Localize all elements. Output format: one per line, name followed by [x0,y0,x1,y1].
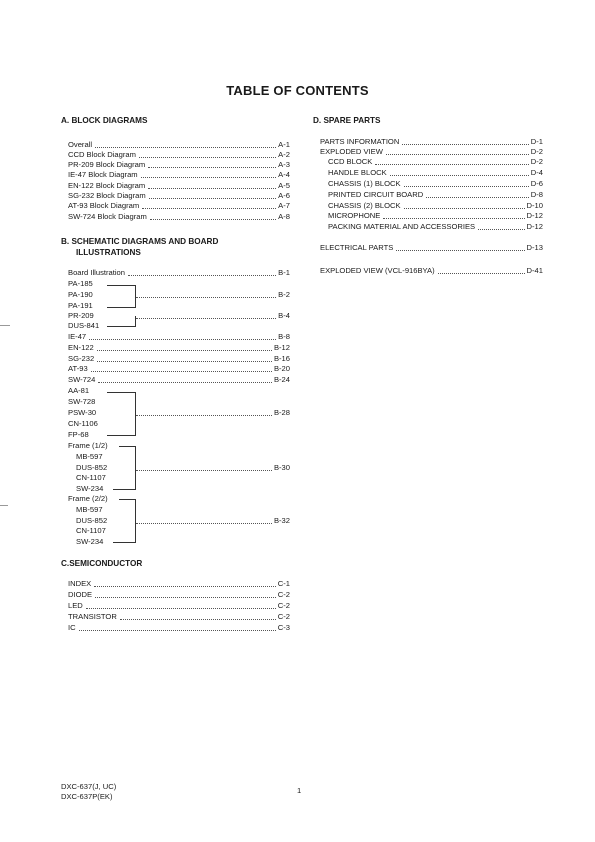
leader-dots [91,371,272,372]
toc-entry[interactable] [68,590,290,600]
leader-dots [149,198,277,199]
toc-entry-page: B-12 [273,343,290,352]
toc-entry[interactable] [68,601,290,611]
toc-entry-page: D-10 [526,201,543,210]
page-title: TABLE OF CONTENTS [226,83,369,98]
toc-entry-page: A-6 [278,191,290,200]
toc-entry[interactable] [68,160,290,170]
toc-entry-label: EN-122 [68,343,94,352]
toc-entry-page: D-13 [526,243,543,252]
bracket-item: SW-234 [76,484,104,493]
section-b-heading-line2: ILLUSTRATIONS [76,248,141,257]
toc-entry-page: C-2 [277,612,290,621]
bracket-line [119,446,135,447]
toc-entry[interactable] [320,147,543,157]
toc-entry[interactable] [68,354,290,364]
bracket-item: DUS-852 [76,463,108,472]
toc-entry-label: INDEX [68,579,92,588]
leader-dots [136,470,272,471]
bracket-item: CN-1106 [68,419,98,428]
section-d-heading: D. SPARE PARTS [313,116,381,125]
toc-entry[interactable] [320,137,543,147]
toc-entry-page: B-30 [273,463,290,472]
bracket-line [113,542,135,543]
bracket-item: PA-190 [68,290,93,299]
toc-entry[interactable] [328,201,543,211]
toc-entry-label: HANDLE BLOCK [328,168,387,177]
toc-entry-label: IE-47 [68,332,87,341]
margin-mark [0,505,8,506]
toc-entry-label: CCD Block Diagram [68,150,136,159]
toc-entry-label: AT-93 Block Diagram [68,201,140,210]
frame-label: Frame (2/2) [68,494,108,503]
toc-entry[interactable] [68,181,290,191]
leader-dots [136,523,272,524]
bracket-item: SW-728 [68,397,96,406]
bracket-item: CN-1107 [76,526,106,535]
leader-dots [150,219,276,220]
toc-entry[interactable] [68,150,290,160]
toc-entry-page: B-2 [278,290,290,299]
bracket-item: PR-209 [68,311,94,320]
toc-entry-page: B-20 [273,364,290,373]
toc-entry[interactable] [68,332,290,342]
toc-entry-label: PRINTED CIRCUIT BOARD [328,190,424,199]
toc-entry-page: B-16 [273,354,290,363]
toc-entry-label: DIODE [68,590,93,599]
toc-entry-page: A-8 [278,212,290,221]
toc-entry[interactable] [68,364,290,374]
toc-entry-page: B-4 [278,311,290,320]
bracket-line [107,285,135,286]
margin-mark [0,325,10,326]
frame-label: Frame (1/2) [68,441,108,450]
toc-entry-label: SG-232 Block Diagram [68,191,146,200]
toc-entry-page: D-4 [530,168,543,177]
bracket-target[interactable] [136,463,290,473]
toc-entry[interactable] [68,623,290,633]
bracket-target[interactable] [136,311,290,321]
bracket-item: FP-68 [68,430,89,439]
bracket-target[interactable] [136,290,290,300]
toc-entry[interactable] [68,579,290,589]
toc-entry-label: ELECTRICAL PARTS [320,243,394,252]
toc-entry-label: SW-724 [68,375,96,384]
toc-entry-label: AT-93 [68,364,88,373]
leader-dots [396,250,524,251]
toc-entry-page: C-2 [277,590,290,599]
toc-entry-page: D-8 [530,190,543,199]
toc-entry-page: D-41 [526,266,543,275]
toc-entry[interactable] [68,201,290,211]
toc-entry-label: SG-232 [68,354,95,363]
bracket-item: PA-185 [68,279,93,288]
toc-entry-label: EXPLODED VIEW [320,147,383,156]
toc-entry-page: A-5 [278,181,290,190]
bracket-line [119,499,135,500]
model-number: DXC-637(J, UC) [61,782,117,791]
toc-entry-page: A-3 [278,160,290,169]
toc-entry-page: C-2 [277,601,290,610]
leader-dots [136,297,276,298]
toc-entry-label: PACKING MATERIAL AND ACCESSORIES [328,222,476,231]
toc-entry-page: D-2 [530,147,543,156]
bracket-target[interactable] [136,408,290,418]
bracket-item: SW-234 [76,537,104,546]
leader-dots [478,229,524,230]
leader-dots [142,208,276,209]
toc-entry[interactable] [328,157,543,167]
toc-entry[interactable] [320,266,543,276]
toc-entry-label: PARTS INFORMATION [320,137,400,146]
leader-dots [141,177,277,178]
bracket-target[interactable] [136,516,290,526]
toc-entry-label: IC [68,623,76,632]
leader-dots [390,175,529,176]
leader-dots [128,275,276,276]
toc-entry-label: SW-724 Block Diagram [68,212,147,221]
leader-dots [89,339,276,340]
toc-entry-page: D-12 [526,222,543,231]
model-number: DXC-637P(EK) [61,792,113,801]
leader-dots [97,350,272,351]
bracket-item: MB-597 [76,505,103,514]
leader-dots [438,273,525,274]
bracket-line [107,435,135,436]
leader-dots [79,630,276,631]
bracket-line [107,392,135,393]
leader-dots [97,361,272,362]
toc-entry[interactable] [68,191,290,201]
leader-dots [95,147,276,148]
leader-dots [148,188,276,189]
toc-entry-label: EN-122 Block Diagram [68,181,146,190]
leader-dots [383,218,524,219]
bracket-item: MB-597 [76,452,103,461]
bracket-item: PSW-30 [68,408,97,417]
leader-dots [95,597,276,598]
leader-dots [98,382,272,383]
toc-entry-page: D-12 [526,211,543,220]
toc-entry-label: CCD BLOCK [328,157,373,166]
leader-dots [120,619,276,620]
toc-entry[interactable] [328,222,543,232]
section-a-heading: A. BLOCK DIAGRAMS [61,116,148,125]
bracket-item: DUS-852 [76,516,108,525]
toc-entry-page: D-1 [530,137,543,146]
leader-dots [386,154,529,155]
toc-entry-label: Overall [68,140,93,149]
toc-entry-board-illustration[interactable] [68,268,290,278]
leader-dots [404,186,529,187]
toc-entry[interactable] [328,211,543,221]
bracket-item: CN-1107 [76,473,106,482]
toc-entry-label: Board Illustration [68,268,125,277]
toc-entry-label: PR-209 Block Diagram [68,160,146,169]
toc-entry[interactable] [328,168,543,178]
bracket-item: AA-81 [68,386,90,395]
bracket-item: DUS-841 [68,321,100,330]
toc-entry[interactable] [68,212,290,222]
leader-dots [136,318,276,319]
leader-dots [86,608,276,609]
toc-entry-page: A-7 [278,201,290,210]
bracket-line [107,307,135,308]
toc-entry-label: CHASSIS (1) BLOCK [328,179,401,188]
toc-entry[interactable] [68,375,290,385]
toc-entry-page: D-2 [530,157,543,166]
toc-entry-page: A-4 [278,170,290,179]
toc-entry-page: B-32 [273,516,290,525]
page-number: 1 [297,786,302,795]
leader-dots [136,415,272,416]
toc-entry[interactable] [328,179,543,189]
toc-entry-page: A-1 [278,140,290,149]
toc-entry[interactable] [68,140,290,150]
section-c-heading: C.SEMICONDUCTOR [61,559,143,568]
leader-dots [426,197,529,198]
toc-entry[interactable] [328,190,543,200]
toc-entry-page: B-8 [278,332,290,341]
toc-entry-label: MICROPHONE [328,211,381,220]
toc-entry-page: B-1 [278,268,290,277]
toc-entry-label: IE-47 Block Diagram [68,170,138,179]
toc-entry-page: C-1 [277,579,290,588]
leader-dots [402,144,528,145]
toc-entry[interactable] [68,612,290,622]
toc-entry-page: A-2 [278,150,290,159]
toc-entry-page: C-3 [277,623,290,632]
bracket-line [113,489,135,490]
leader-dots [375,164,528,165]
toc-entry-page: D-6 [530,179,543,188]
leader-dots [139,157,276,158]
toc-entry-page: B-28 [273,408,290,417]
toc-entry[interactable] [320,243,543,253]
leader-dots [94,586,276,587]
toc-entry-label: EXPLODED VIEW (VCL-916BYA) [320,266,435,275]
toc-entry-label: LED [68,601,83,610]
bracket-line [107,326,135,327]
section-b-heading: B. SCHEMATIC DIAGRAMS AND BOARD [61,237,219,246]
toc-entry-label: CHASSIS (2) BLOCK [328,201,401,210]
toc-entry-label: TRANSISTOR [68,612,117,621]
toc-entry-page: B-24 [273,375,290,384]
toc-entry[interactable] [68,170,290,180]
bracket-item: PA-191 [68,301,93,310]
leader-dots [148,167,276,168]
toc-entry[interactable] [68,343,290,353]
leader-dots [404,208,525,209]
